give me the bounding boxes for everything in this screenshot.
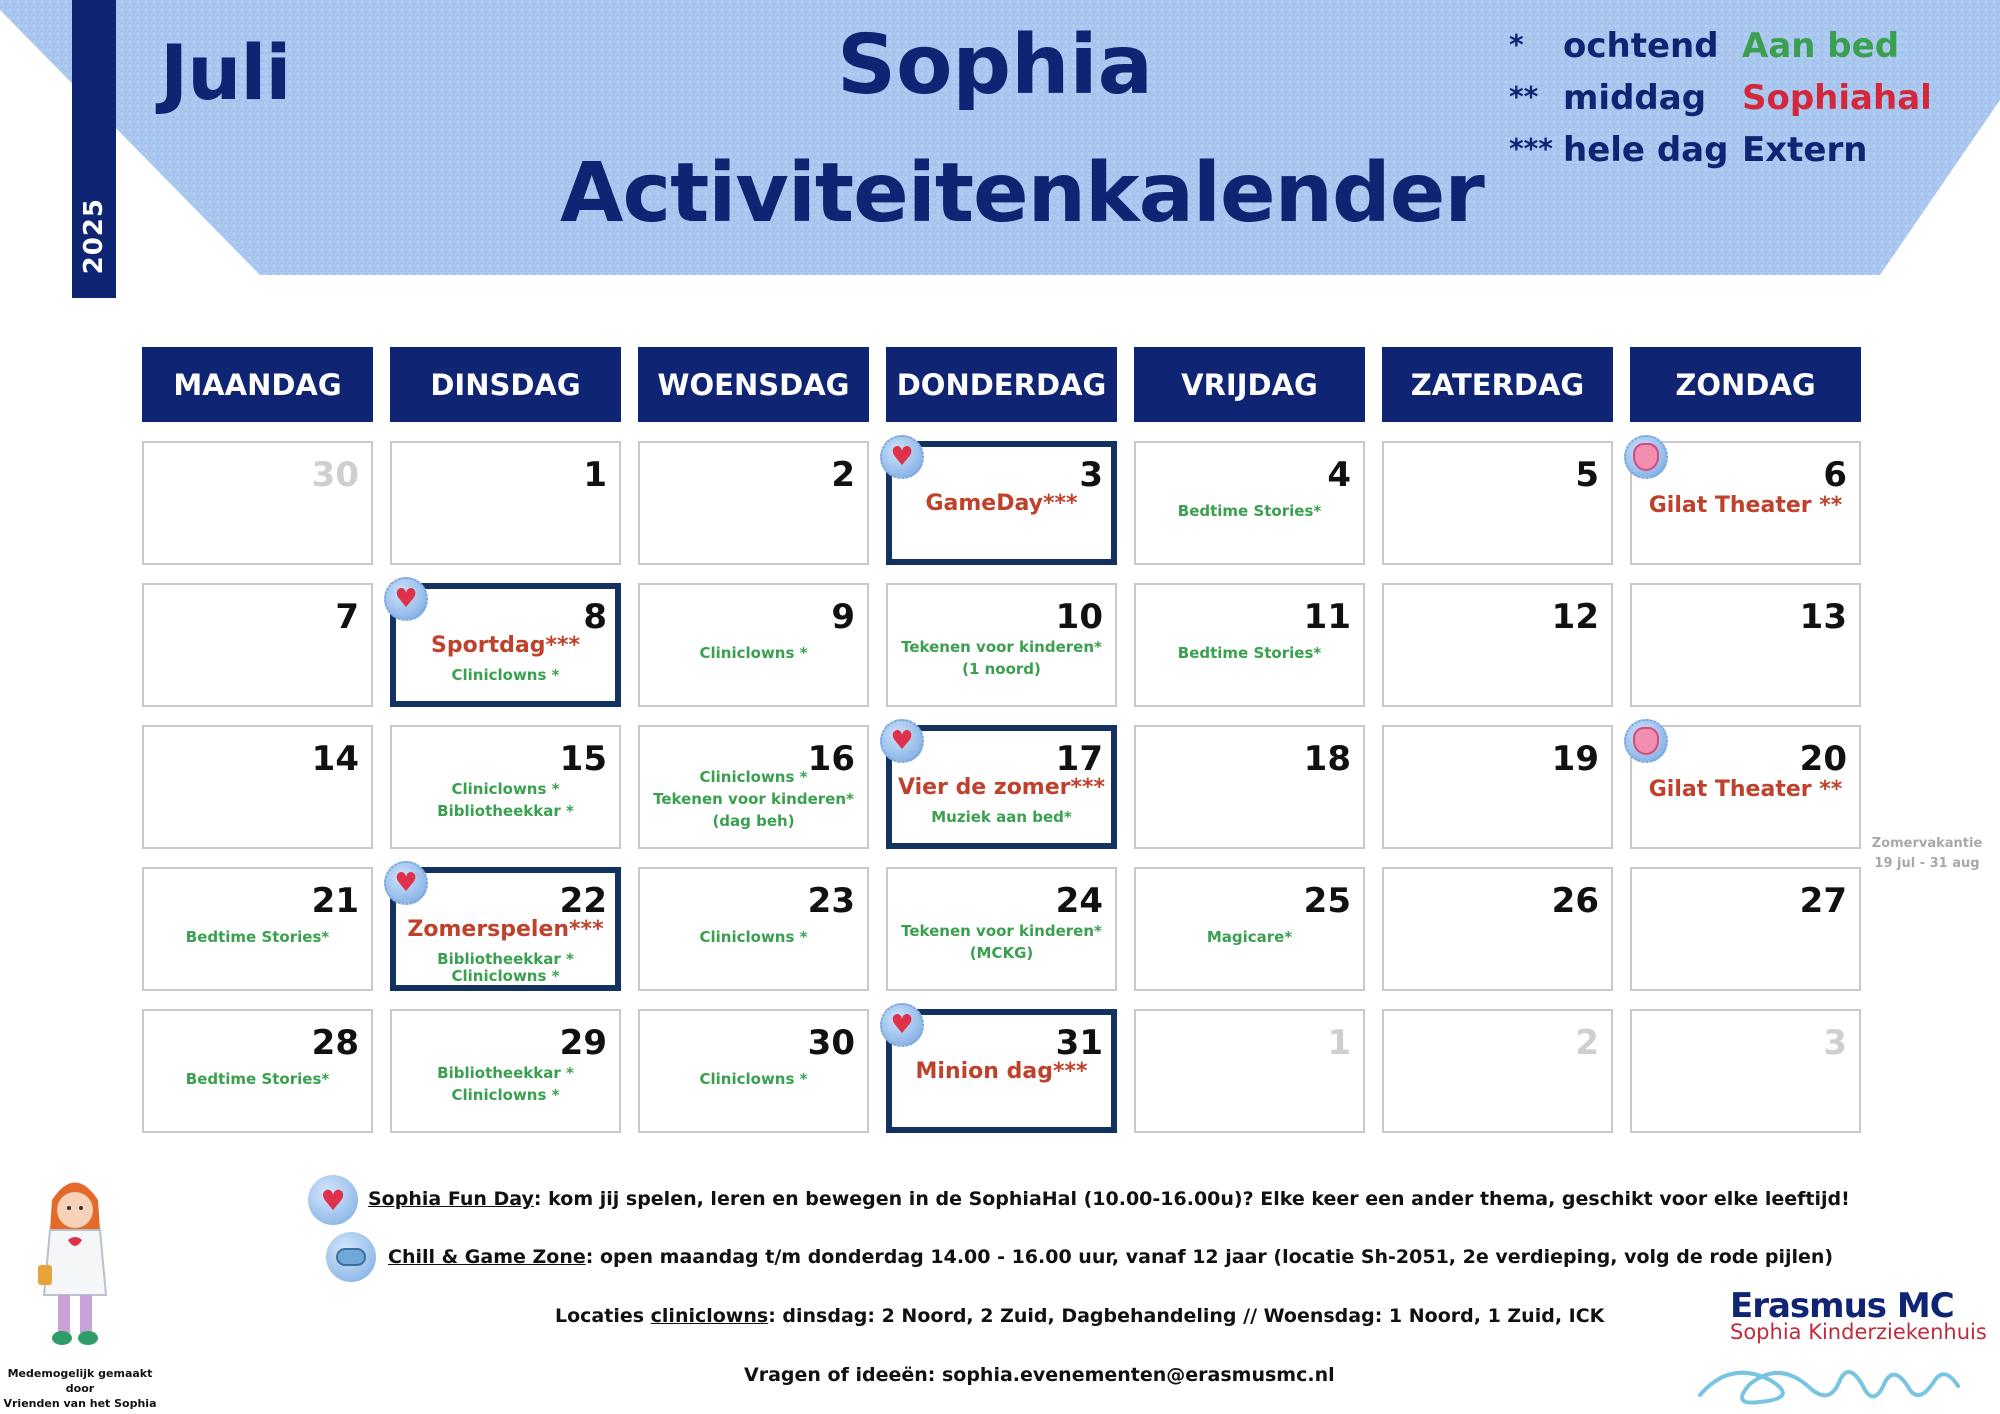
calendar-day-cell xyxy=(1382,1009,1613,1133)
credit-line1: Medemogelijk gemaakt door xyxy=(7,1367,153,1395)
weekday-header-dinsdag: DINSDAG xyxy=(390,347,621,422)
day-number: 30 xyxy=(311,455,359,495)
locations-prefix: Locaties xyxy=(555,1305,651,1327)
day-number: 28 xyxy=(311,1023,359,1063)
fun-day-icon: ♥ xyxy=(384,577,428,621)
footer-chill-game-zone xyxy=(388,1246,1833,1268)
footer-contact: Vragen of ideeën: sophia.evenementen@erasmusmc.nl xyxy=(744,1364,1335,1386)
day-number: 16 xyxy=(807,739,855,779)
day-number: 1 xyxy=(583,455,607,495)
fun-day-icon: ♥ xyxy=(880,435,924,479)
day-number: 2 xyxy=(1575,1023,1599,1063)
calendar-day-cell xyxy=(142,441,373,565)
day-number: 27 xyxy=(1799,881,1847,921)
fun-day-icon: ♥ xyxy=(880,1003,924,1047)
fun-day-icon: ♥ xyxy=(880,719,924,763)
fun-day-icon: ♥ xyxy=(384,861,428,905)
calendar-day-cell xyxy=(1630,583,1861,707)
activity-line: Bedtime Stories* xyxy=(1177,502,1322,520)
legend-time: middag xyxy=(1563,78,1707,118)
legend-row-whole-day xyxy=(1505,130,1945,182)
weekday-header-woensdag: WOENSDAG xyxy=(638,347,869,422)
day-number: 6 xyxy=(1823,455,1847,495)
main-activity: Minion dag*** xyxy=(915,1059,1088,1084)
calendar-day-cell xyxy=(638,867,869,991)
weekday-header-vrijdag: VRIJDAG xyxy=(1134,347,1365,422)
main-activity: Gilat Theater ** xyxy=(1648,777,1843,802)
calendar-day-cell xyxy=(142,725,373,849)
summer-note-dates: 19 jul - 31 aug xyxy=(1874,856,1980,871)
activity-line: Cliniclowns * xyxy=(699,928,808,946)
day-number: 2 xyxy=(831,455,855,495)
calendar-day-cell xyxy=(1382,725,1613,849)
summer-holiday-note xyxy=(1862,834,1992,874)
calendar-day-cell xyxy=(1134,725,1365,849)
day-number: 9 xyxy=(831,597,855,637)
day-number: 17 xyxy=(1055,739,1103,779)
game-controller-icon xyxy=(326,1232,376,1282)
legend-location: Sophiahal xyxy=(1742,78,1932,118)
day-number: 30 xyxy=(807,1023,855,1063)
calendar-day-cell xyxy=(390,441,621,565)
activity-line: Tekenen voor kinderen* xyxy=(901,922,1102,940)
day-number: 4 xyxy=(1327,455,1351,495)
main-activity: Zomerspelen*** xyxy=(407,917,604,942)
day-number: 3 xyxy=(1079,455,1103,495)
legend-stars: ** xyxy=(1509,80,1539,113)
day-number: 18 xyxy=(1303,739,1351,779)
activity-line: Tekenen voor kinderen* xyxy=(901,638,1102,656)
year-label xyxy=(72,0,116,298)
doctor-doll-illustration xyxy=(30,1170,120,1350)
calendar-day-cell xyxy=(1382,867,1613,991)
day-number: 19 xyxy=(1551,739,1599,779)
activity-line: Bedtime Stories* xyxy=(1177,644,1322,662)
chill-text: : open maandag t/m donderdag 14.00 - 16.00 uur, vanaf 12 jaar (locatie Sh-2051, 2e verdieping, volg de rode pijlen) xyxy=(585,1246,1834,1268)
legend xyxy=(1505,26,1945,182)
legend-time: hele dag xyxy=(1563,130,1729,170)
fun-day-badge-icon: ♥ xyxy=(308,1175,358,1225)
weekday-header-zondag: ZONDAG xyxy=(1630,347,1861,422)
activity-line: Bibliotheekkar * xyxy=(437,950,574,968)
calendar-day-cell xyxy=(638,583,869,707)
activity-line: Bibliotheekkar * xyxy=(437,1064,574,1082)
legend-row-morning xyxy=(1505,26,1945,78)
day-number: 8 xyxy=(583,597,607,637)
day-number: 11 xyxy=(1303,597,1351,637)
legend-row-afternoon xyxy=(1505,78,1945,130)
calendar-day-cell xyxy=(638,725,869,849)
activity-line: Tekenen voor kinderen* xyxy=(653,790,854,808)
day-number: 3 xyxy=(1823,1023,1847,1063)
day-number: 22 xyxy=(559,881,607,921)
legend-location: Extern xyxy=(1742,130,1868,170)
day-number: 14 xyxy=(311,739,359,779)
day-number: 5 xyxy=(1575,455,1599,495)
erasmus-mc-logo-subtitle: Sophia Kinderziekenhuis xyxy=(1730,1320,1987,1344)
calendar-day-cell xyxy=(142,583,373,707)
activity-line: Cliniclowns * xyxy=(699,768,808,786)
weekday-header-maandag: MAANDAG xyxy=(142,347,373,422)
day-number: 21 xyxy=(311,881,359,921)
activity-line: Bedtime Stories* xyxy=(185,928,330,946)
legend-stars: *** xyxy=(1509,132,1553,165)
calendar-day-cell xyxy=(638,1009,869,1133)
credit-text xyxy=(0,1366,160,1411)
theater-mask-icon xyxy=(1624,435,1668,479)
calendar-day-cell xyxy=(390,725,621,849)
theater-mask-icon xyxy=(1624,719,1668,763)
day-number: 1 xyxy=(1327,1023,1351,1063)
activity-line: Bedtime Stories* xyxy=(185,1070,330,1088)
weekday-header-zaterdag: ZATERDAG xyxy=(1382,347,1613,422)
calendar-day-cell xyxy=(1134,1009,1365,1133)
day-number: 20 xyxy=(1799,739,1847,779)
day-number: 24 xyxy=(1055,881,1103,921)
chill-label: Chill & Game Zone xyxy=(388,1246,586,1268)
locations-label: cliniclowns xyxy=(650,1305,769,1327)
erasmus-signature-logo xyxy=(1690,1340,1980,1414)
fun-day-text: : kom jij spelen, leren en bewegen in de SophiaHal (10.00-16.00u)? Elke keer een ander thema, geschikt voor elke leeftijd! xyxy=(533,1188,1850,1210)
fun-day-label: Sophia Fun Day xyxy=(368,1188,534,1210)
calendar-day-cell xyxy=(1134,441,1365,565)
day-number: 15 xyxy=(559,739,607,779)
main-activity: GameDay*** xyxy=(925,491,1078,516)
day-number: 13 xyxy=(1799,597,1847,637)
activity-line: (1 noord) xyxy=(962,660,1041,678)
day-number: 23 xyxy=(807,881,855,921)
page-title-line2: Activiteitenkalender xyxy=(560,146,1484,241)
weekday-header-donderdag: DONDERDAG xyxy=(886,347,1117,422)
credit-line2: Vrienden van het Sophia xyxy=(3,1397,157,1410)
main-activity: Vier de zomer*** xyxy=(897,775,1106,800)
main-activity: Gilat Theater ** xyxy=(1648,493,1843,518)
day-number: 12 xyxy=(1551,597,1599,637)
activity-line: (dag beh) xyxy=(712,812,795,830)
calendar-day-cell xyxy=(1382,583,1613,707)
legend-stars: * xyxy=(1509,28,1524,61)
activity-line: Cliniclowns * xyxy=(699,1070,808,1088)
legend-time: ochtend xyxy=(1563,26,1719,66)
footer-cliniclowns-locations xyxy=(555,1305,1604,1327)
activity-line: Cliniclowns * xyxy=(451,666,560,684)
calendar-day-cell xyxy=(390,1009,621,1133)
day-number: 25 xyxy=(1303,881,1351,921)
calendar-day-cell xyxy=(142,867,373,991)
activity-line: Magicare* xyxy=(1206,928,1293,946)
calendar-day-cell xyxy=(1630,867,1861,991)
footer-fun-day xyxy=(368,1188,1850,1210)
page-title-line1: Sophia xyxy=(837,18,1153,113)
calendar-day-cell xyxy=(1134,583,1365,707)
activity-line: Cliniclowns * xyxy=(451,780,560,798)
day-number: 10 xyxy=(1055,597,1103,637)
erasmus-mc-logo-title: Erasmus MC xyxy=(1730,1286,1954,1326)
activity-line: Cliniclowns * xyxy=(699,644,808,662)
activity-line: Muziek aan bed* xyxy=(931,808,1072,826)
activity-line: Cliniclowns * xyxy=(451,967,560,985)
day-number: 26 xyxy=(1551,881,1599,921)
calendar-day-cell xyxy=(638,441,869,565)
main-activity: Sportdag*** xyxy=(431,633,580,658)
summer-note-title: Zomervakantie xyxy=(1871,836,1983,851)
day-number: 29 xyxy=(559,1023,607,1063)
activity-line: Cliniclowns * xyxy=(451,1086,560,1104)
day-number: 7 xyxy=(335,597,359,637)
month-title: Juli xyxy=(160,28,291,117)
calendar-day-cell xyxy=(142,1009,373,1133)
activity-line: Bibliotheekkar * xyxy=(437,802,574,820)
legend-location: Aan bed xyxy=(1742,26,1900,66)
day-number: 31 xyxy=(1055,1023,1103,1063)
activity-line: (MCKG) xyxy=(969,944,1034,962)
year-text: 2025 xyxy=(79,197,109,274)
calendar-day-cell xyxy=(1382,441,1613,565)
calendar-day-cell xyxy=(1134,867,1365,991)
calendar-day-cell xyxy=(886,867,1117,991)
calendar-day-cell xyxy=(886,583,1117,707)
calendar-day-cell xyxy=(1630,1009,1861,1133)
locations-text: : dinsdag: 2 Noord, 2 Zuid, Dagbehandeling // Woensdag: 1 Noord, 1 Zuid, ICK xyxy=(768,1305,1605,1327)
